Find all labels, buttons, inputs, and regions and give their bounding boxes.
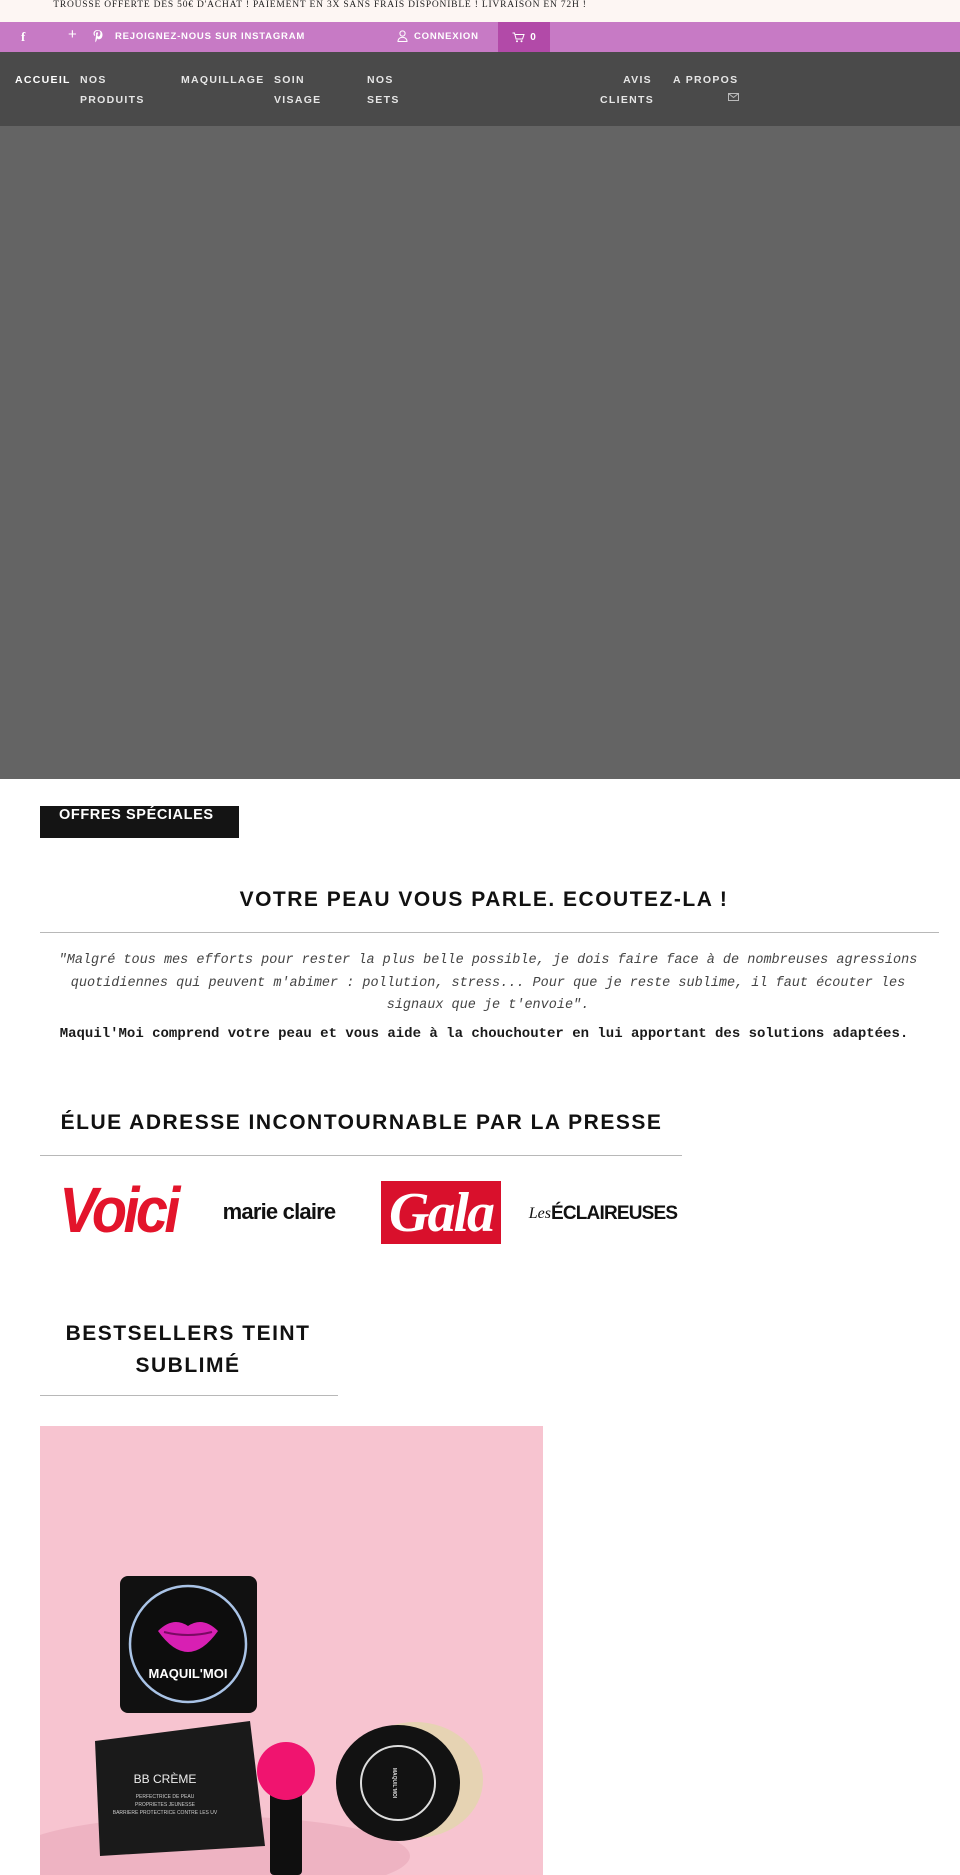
nav-item-nos-sets[interactable] — [367, 70, 400, 110]
bestsellers-title-line: BESTSELLERS TEINT — [65, 1322, 311, 1345]
bestsellers-title-line: SUBLIMÉ — [135, 1354, 241, 1377]
voici-logo: Voici — [59, 1174, 177, 1246]
marie-claire-logo: marie claire — [222, 1199, 336, 1224]
nav-label: SETS — [367, 94, 400, 106]
gala-logo: Gala — [381, 1181, 501, 1244]
special-offers-label: OFFRES SPÉCIALES — [59, 807, 214, 823]
box-subtitle-text: PERFECTRICE DE PEAU — [135, 1794, 195, 1800]
nav-item-soin-visage[interactable] — [274, 70, 321, 110]
box-subtitle-text: PROPRIETES JEUNESSE — [134, 1802, 196, 1808]
box-subtitle-text: BARRIERE PROTECTRICE CONTRE LES UV — [112, 1810, 218, 1816]
product-image[interactable] — [40, 1426, 543, 1875]
nav-label: ACCUEIL — [15, 74, 71, 86]
divider — [40, 932, 939, 933]
eclaireuses-logo — [528, 1200, 678, 1228]
eclaireuses-name: ÉCLAIREUSES — [550, 1203, 678, 1224]
divider — [40, 1155, 682, 1156]
product-illustration — [40, 1426, 543, 1875]
user-icon — [397, 30, 408, 42]
bestsellers-title — [40, 1318, 336, 1382]
divider — [40, 1395, 338, 1396]
nav-item-nos-produits[interactable] — [80, 70, 145, 110]
box-title-text: BB CRÈME — [133, 1772, 197, 1786]
instagram-link[interactable]: REJOIGNEZ-NOUS SUR INSTAGRAM — [115, 31, 306, 42]
eclaireuses-prefix: Les — [528, 1205, 551, 1222]
nav-label: A PROPOS — [673, 74, 739, 86]
nav-label: VISAGE — [274, 94, 322, 106]
nav-item-avis-clients[interactable] — [600, 70, 655, 110]
nav-label: NOS — [80, 74, 107, 86]
login-link[interactable] — [397, 30, 479, 42]
facebook-icon[interactable]: f — [21, 29, 26, 44]
pinterest-icon[interactable] — [92, 29, 103, 47]
nav-label: AVIS — [623, 74, 652, 86]
skin-section-title: VOTRE PEAU VOUS PARLE. ECOUTEZ-LA ! — [239, 888, 729, 911]
brand-text: MAQUIL'MOI — [148, 1666, 228, 1681]
special-offers-button[interactable] — [40, 806, 239, 838]
cart-button[interactable] — [498, 22, 550, 52]
cart-icon — [512, 32, 525, 43]
nav-label: SOIN — [274, 74, 305, 86]
nav-item-accueil[interactable] — [15, 70, 71, 90]
skin-tagline: Maquil'Moi comprend votre peau et vous aide à la chouchouter en lui apportant des solutions adaptées. — [59, 1026, 909, 1042]
announcement-text: TROUSSE OFFERTE DÈS 50€ D'ACHAT ! PAIEMENT EN 3X SANS FRAIS DISPONIBLE ! LIVRAISON EN 72H ! — [53, 0, 587, 10]
nav-item-maquillage[interactable] — [181, 70, 265, 90]
jar-label-text: MAQUIL'MOI — [391, 1767, 397, 1799]
nav-item-a-propos[interactable] — [673, 70, 738, 90]
nav-label: MAQUILLAGE — [181, 74, 265, 86]
hero-banner[interactable] — [0, 126, 960, 779]
skin-quote: "Malgré tous mes efforts pour rester la plus belle possible, je dois faire face à de nombreuses agressions quotidiennes qui peuvent m'abimer : pollution, stress... Pour que je reste sublime, il faut écouter les signaux que je t'envoie". — [58, 953, 918, 1013]
nav-label: PRODUITS — [80, 94, 145, 106]
cart-count: 0 — [530, 31, 536, 43]
pinterest-glyph — [92, 29, 103, 43]
login-label: CONNEXION — [414, 30, 479, 42]
plus-icon[interactable]: + — [68, 26, 77, 43]
top-bar — [0, 22, 960, 52]
main-nav — [0, 52, 960, 126]
press-section-title: ÉLUE ADRESSE INCONTOURNABLE PAR LA PRESSE — [60, 1111, 663, 1134]
nav-label: CLIENTS — [600, 94, 655, 106]
mail-icon[interactable] — [728, 92, 739, 104]
announcement-bar — [0, 0, 960, 22]
nav-label: NOS — [367, 74, 394, 86]
